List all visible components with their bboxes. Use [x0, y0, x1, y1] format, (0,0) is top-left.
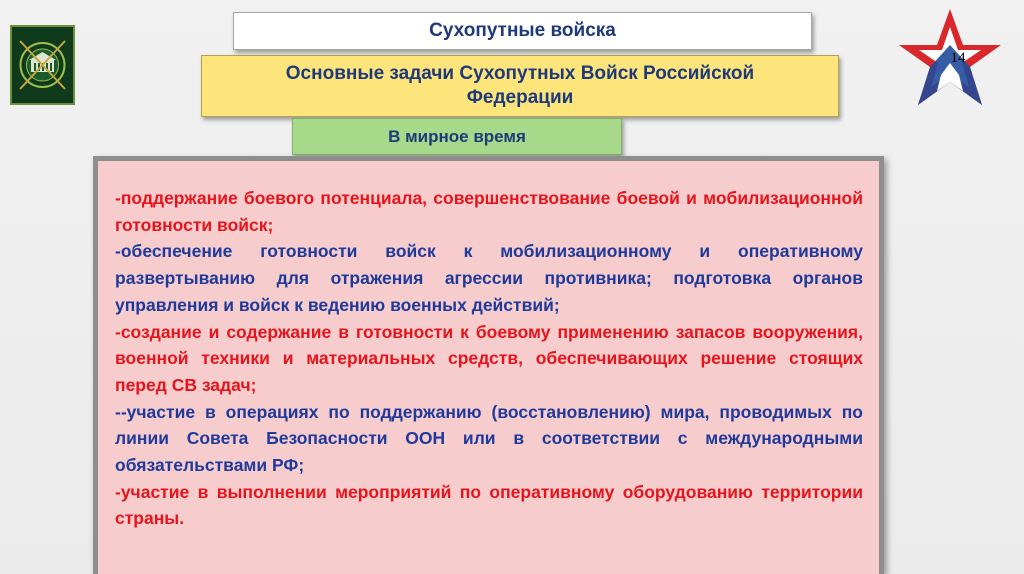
slide-subtitle: Основные задачи Сухопутных Войск Российской Федерации	[201, 55, 839, 117]
military-university-emblem-icon	[10, 25, 75, 105]
slide-title: Сухопутные войска	[233, 12, 812, 50]
page-number: 14	[950, 50, 966, 66]
task-item: -создание и содержание в готовности к боевому применению запасов вооружения, военной техники и материальных средств, обеспечивающих решение стоящих перед СВ задач;	[115, 321, 863, 395]
tasks-panel	[93, 156, 884, 574]
period-label: В мирное время	[292, 118, 622, 155]
task-item: --участие в операциях по поддержанию (восстановлению) мира, проводимых по линии Совета Безопасности ООН или в соответствии с международными обязательствами РФ;	[115, 401, 863, 476]
task-item: -поддержание боевого потенциала, совершенствование боевой и мобилизационной готовности войск;	[115, 188, 863, 235]
task-item: -обеспечение готовности войск к мобилизационному и оперативному развертыванию для отражения агрессии противника; подготовка органов управления и войск к ведению военных действий;	[115, 241, 863, 315]
task-item: -участие в выполнении мероприятий по оперативному оборудованию территории страны.	[115, 481, 863, 529]
